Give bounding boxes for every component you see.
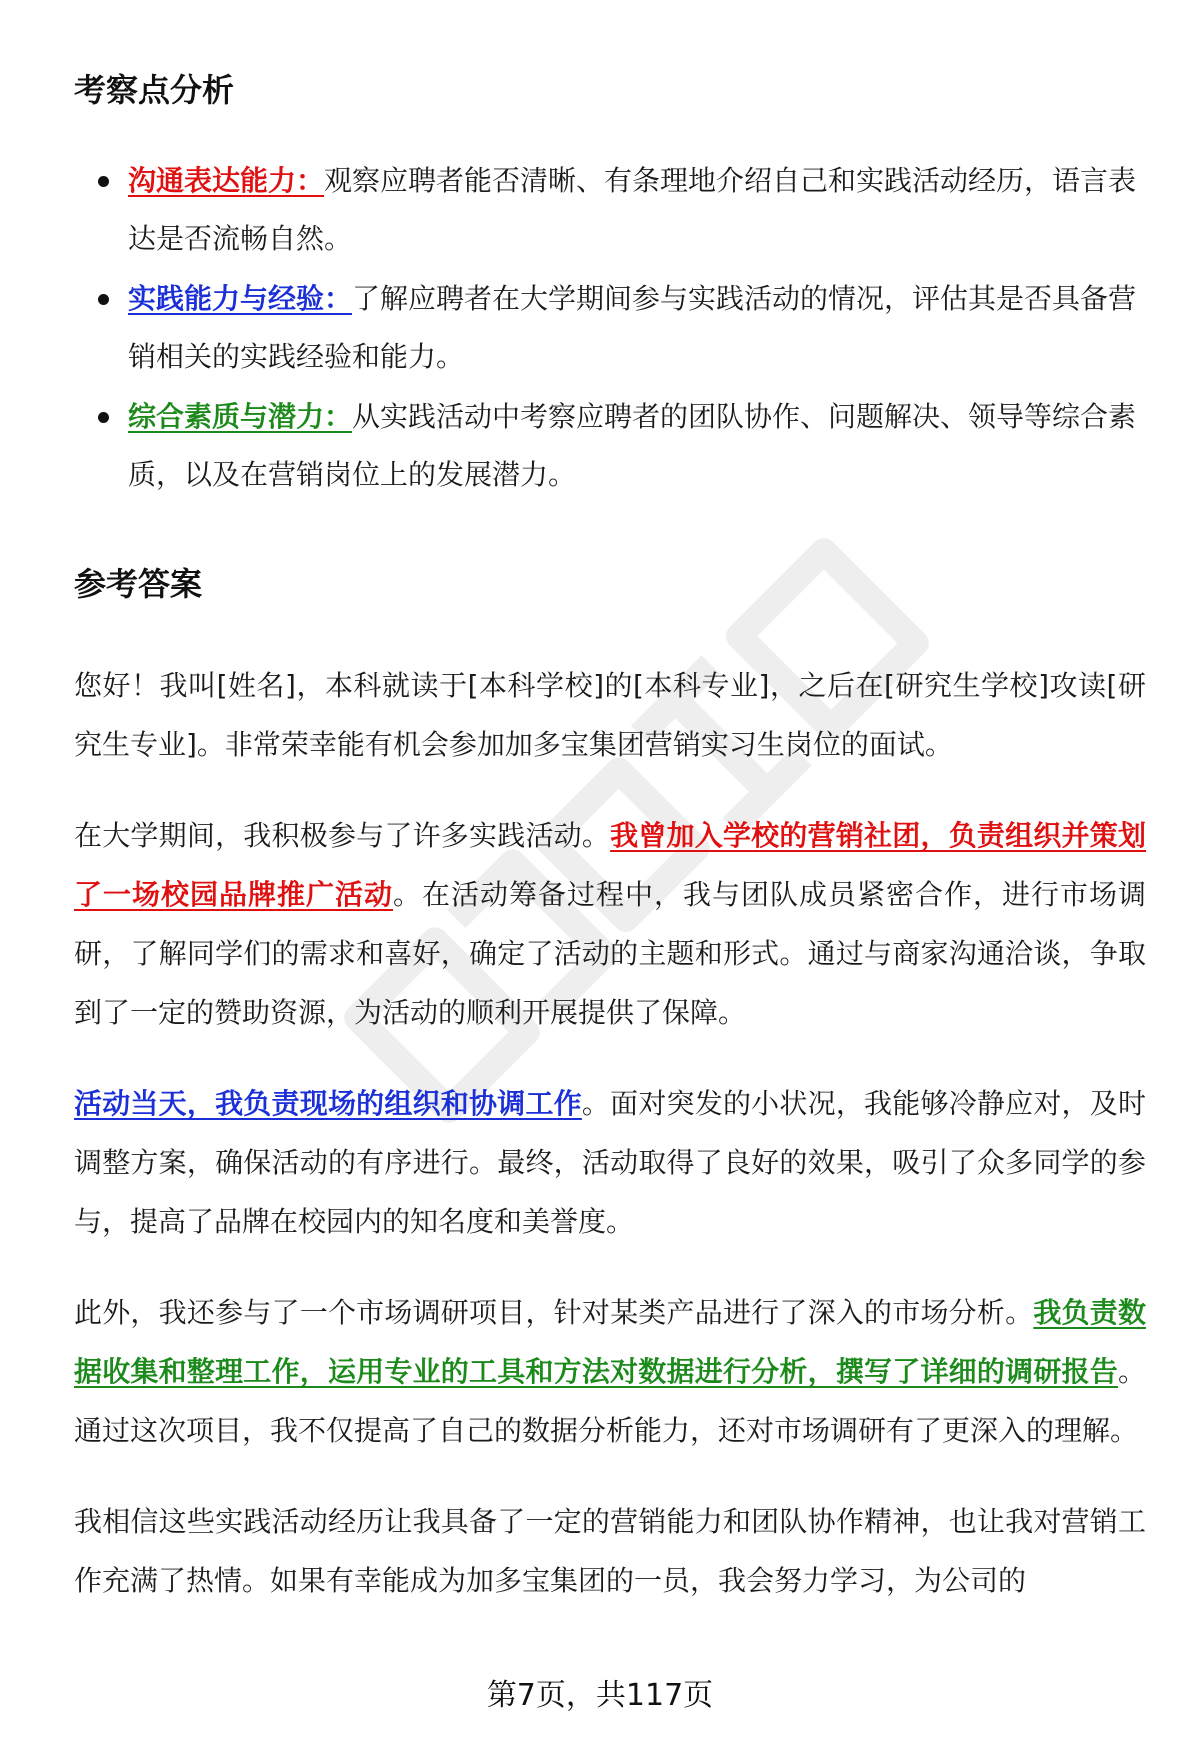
paragraph-research	[74, 1283, 1146, 1460]
paragraph-intro: 您好！我叫[姓名]，本科就读于[本科学校]的[本科专业]，之后在[研究生学校]攻读[研究生专业]。非常荣幸能有机会参加加多宝集团营销实习生岗位的面试。	[74, 669, 1146, 761]
content	[74, 66, 1146, 1642]
item-text: 观察应聘者能否清晰、有条理地介绍自己和实践活动经历，语言表达是否流畅自然。	[128, 164, 1137, 255]
page-number: 第7页，共117页	[486, 1678, 714, 1713]
paragraph-closing: 我相信这些实践活动经历让我具备了一定的营销能力和团队协作精神，也让我对营销工作充满了热情。如果有幸能成为加多宝集团的一员，我会努力学习，为公司的	[74, 1505, 1146, 1597]
text-span: 。在活动筹备过程中，我与团队成员紧密合作，进行市场调研，了解同学们的需求和喜好，确定了活动的主题和形式。通过与商家沟通洽谈，争取到了一定的赞助资源，为活动的顺利开展提供了保障。	[74, 878, 1146, 1029]
analysis-list	[74, 152, 1146, 504]
list-item	[74, 152, 1146, 268]
list-item	[74, 388, 1146, 504]
item-text: 了解应聘者在大学期间参与实践活动的情况，评估其是否具备营销相关的实践经验和能力。	[128, 282, 1137, 373]
highlight-text: 我负责数据收集和整理工作，运用专业的工具和方法对数据进行分析，撰写了详细的调研报告	[74, 1296, 1146, 1388]
keyword-label: 综合素质与潜力：	[128, 400, 353, 433]
keyword-label: 沟通表达能力：	[128, 164, 325, 197]
highlight-text: 活动当天，我负责现场的组织和协调工作	[74, 1087, 582, 1120]
section-title-answer: 参考答案	[74, 565, 203, 603]
text-span: 。面对突发的小状况，我能够冷静应对，及时调整方案，确保活动的有序进行。最终，活动取得了良好的效果，吸引了众多同学的参与，提高了品牌在校园内的知名度和美誉度。	[74, 1087, 1146, 1238]
list-item	[74, 270, 1146, 386]
text-span: 。通过这次项目，我不仅提高了自己的数据分析能力，还对市场调研有了更深入的理解。	[74, 1355, 1146, 1447]
text-span: 此外，我还参与了一个市场调研项目，针对某类产品进行了深入的市场分析。	[74, 1296, 1034, 1329]
paragraph-event-day	[74, 1074, 1146, 1251]
bullet-icon	[98, 412, 109, 423]
paragraph-activity	[74, 806, 1146, 1042]
section-title-analysis: 考察点分析	[74, 71, 235, 109]
keyword-label: 实践能力与经验：	[128, 282, 353, 315]
highlight-text: 我曾加入学校的营销社团，负责组织并策划了一场校园品牌推广活动	[74, 819, 1146, 911]
item-text: 从实践活动中考察应聘者的团队协作、问题解决、领导等综合素质，以及在营销岗位上的发展潜力。	[128, 400, 1137, 491]
bullet-icon	[98, 294, 109, 305]
bullet-icon	[98, 176, 109, 187]
text-span: 在大学期间，我积极参与了许多实践活动。	[74, 819, 611, 852]
